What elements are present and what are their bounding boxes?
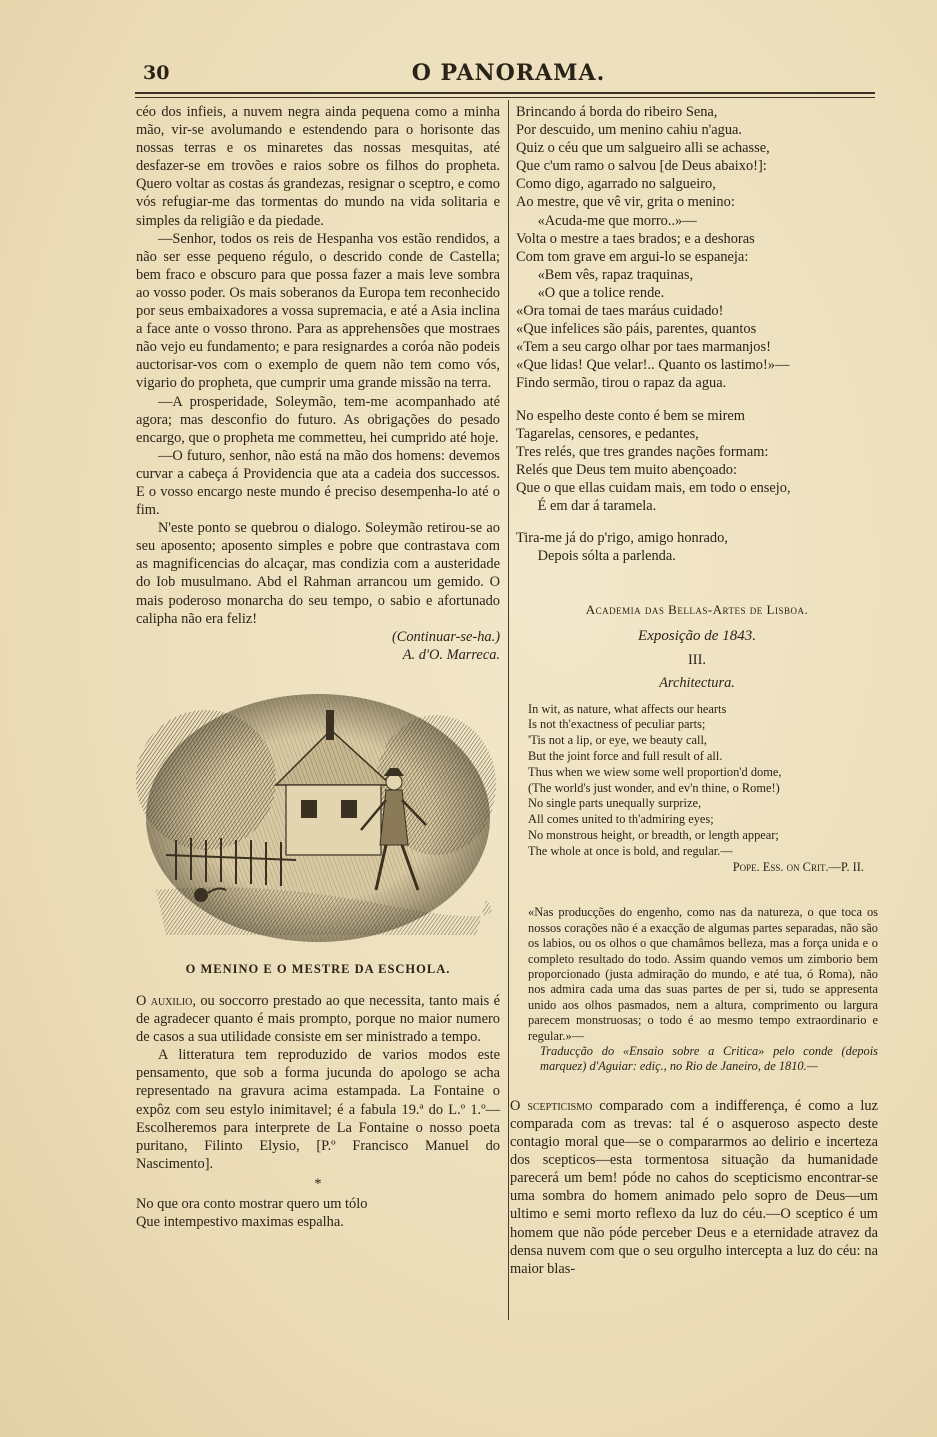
page-number: 30 [143, 62, 170, 84]
paragraph: A litteratura tem reproduzido de varios modos este pensamento, que sob a forma jucunda do apologo se acha representado na gravura acima estampada. La Fontaine o expôz com seu estylo inimitavel; é a fabula 19.ª do L.º 1.º—Escolheremos para interprete de La Fontaine o nosso poeta puritano, Filinto Elysio, [P.º Francisco Manuel do Nascimento]. [136, 1047, 500, 1172]
verse-line: No espelho deste conto é bem se mirem [516, 407, 745, 424]
epigraph-line: The whole at once is bold, and regular.— [528, 843, 733, 858]
verse-line: Tres relés, que tres grandes nações formam: [516, 443, 769, 460]
spacer [516, 875, 878, 905]
epigraph-line: No monstrous height, or breadth, or length appear; [528, 828, 779, 842]
epigraph-line: In wit, as nature, what affects our hearts [528, 701, 727, 716]
verse-line: É em dar á taramela. [516, 497, 657, 514]
epigraph [516, 702, 878, 876]
masthead-title: O PANORAMA. [411, 60, 606, 86]
verse-line: Por descuido, um menino cahiu n'agua. [516, 122, 742, 139]
verse-line: «O que a tolice rende. [516, 284, 665, 301]
illustration-caption: O MENINO E O MESTRE DA ESCHOLA. [185, 961, 451, 976]
verse-line: Como digo, agarrado no salgueiro, [516, 176, 716, 193]
spacer [516, 1075, 878, 1097]
paragraph: céo dos infieis, a nuvem negra ainda pequena como a minha mão, vir-se avolumando e estendendo para o horisonte das nossas terras e os minaretes das nossas mesquitas, até desfazer-se em trovões e raios sobre os filhos do propheta. Quero voltar as costas ás grandezas, resignar o sceptro, e como vós refugiar-me das tormentas do mundo na vida solitaria e simples da religião e da piedade. [136, 104, 500, 229]
section-heading: Academia das Bellas-Artes de Lisboa. [585, 602, 809, 618]
continuation-note: (Continuar-se-ha.) [391, 628, 500, 645]
epigraph-line: Thus when we wiew some well proportion'd dome, [528, 764, 782, 779]
exposition-heading: Exposição de 1843. [638, 628, 756, 645]
right-column [510, 103, 879, 1278]
verse-line: Depois sólta a parlenda. [516, 548, 676, 565]
epigraph-line: 'Tis not a lip, or eye, we beauty call, [528, 733, 707, 748]
verse-line: Tira-me já do p'rigo, amigo honrado, [516, 530, 728, 547]
paragraph-body: ou soccorro prestado ao que necessita, tanto mais é de agradecer quanto é mais prompto, porque no maior numero de casos a sua utilidade consiste em ser ministrado a tempo. [136, 993, 500, 1046]
paragraph [136, 992, 500, 1046]
author-signature: A. d'O. Marreca. [402, 646, 500, 663]
paragraph [510, 1097, 878, 1278]
paragraph: —O futuro, senhor, não está na mão dos homens: devemos curvar a cabeça á Providencia que ata a cadeia dos successos. E o vosso encargo neste mundo é preciso desempenha-lo até o fim. [136, 447, 500, 519]
verse-line: Brincando á borda do ribeiro Sena, [516, 104, 718, 120]
verse-line: Com tom grave em argui-lo se espaneja: [516, 248, 749, 265]
column-divider [508, 100, 509, 1320]
header-rule [135, 92, 875, 94]
verse-line: «Que lidas! Que velar!.. Quanto os lastimo!»— [516, 357, 790, 374]
verse-line: Que o que ellas cuidam mais, em todo o ensejo, [516, 479, 791, 496]
left-column [136, 103, 500, 1231]
poem-block [516, 407, 878, 516]
paragraph-body: comparado com a indifferença, é como a luz comparada com as trevas: tal é o asqueroso aspecto deste contagio moral que—se o compararmos ao delirio e incerteza dos scepticos—esta tormentosa situação da humanidade parecerá um bem! póde no cahos do scepticismo encontrar-se uma sombra do homem animado pelo sopro de Deus—um ultimo e semi morto reflexo da luz do céu.—O sceptico é um homem que não póde perceber Deus e a eternidade atravez da densa nuvem com que o seu orgulho intercepta a luz do céu: na maior blas- [510, 1097, 879, 1277]
verse-line: Quiz o céu que um salgueiro alli se achasse, [516, 140, 770, 157]
spacer [516, 565, 878, 601]
engraving-image [136, 690, 500, 950]
paragraph: —A prosperidade, Soleymão, tem-me acompanhado até agora; mas desconfio do futuro. As obrigações do pesado encargo, que o propheta me commetteu, hei cumprido até hoje. [136, 393, 500, 446]
spacer [516, 393, 878, 407]
subsection-heading: Architectura. [659, 674, 735, 691]
engraving-illustration [136, 690, 500, 950]
header-rule-thin [135, 97, 875, 98]
poem-block [516, 529, 878, 565]
epigraph-line: No single parts unequally surprize, [528, 796, 702, 811]
verse-line: Relés que Deus tem muito abençoado: [516, 461, 737, 478]
epigraph-line: All comes united to th'admiring eyes; [528, 812, 714, 827]
paragraph: N'este ponto se quebrou o dialogo. Soleymão retirou-se ao seu aposento; aposento simples e pobre que contrastava com as magnificencias do alcaçar, mas condizia com a austeridade do Iob musulmano. Abd el Rahman arrancou um gemido. O mais poderoso monarcha do seu tempo, o sabio e afortunado calipha não era feliz! [136, 520, 500, 627]
verse-line: «Bem vês, rapaz traquinas, [516, 266, 694, 283]
poem-block [516, 103, 878, 393]
verse-line: Que intempestivo maximas espalha. [136, 1214, 344, 1231]
part-numeral: III. [688, 652, 706, 669]
verse-line: Que c'um ramo o salvou [de Deus abaixo!]: [516, 158, 767, 175]
verse-line: «Tem a seu cargo olhar por taes marmanjos! [516, 339, 771, 356]
lead-words: O scepticismo [510, 1097, 593, 1114]
section-asterisk: * [314, 1175, 322, 1192]
verse-line: «Que infelices são páis, parentes, quantos [516, 321, 757, 338]
verse-line: No que ora conto mostrar quero um tólo [136, 1196, 368, 1213]
verse-line: Tagarelas, censores, e pedantes, [516, 425, 699, 442]
epigraph-line: Is not th'exactness of peculiar parts; [528, 717, 706, 732]
quote-source: Traducção do «Ensaio sobre a Critica» pelo conde (depois marquez) d'Aguiar: ediç., no Rio de Janeiro, de 1810.— [540, 1044, 878, 1074]
translation-quote: «Nas producções do engenho, como nas da natureza, o que toca os nossos corações não é a exacção de algumas partes separadas, não são os labios, ou os olhos o que chamâmos belleza, mas a força unida e o completo resultado do todo. Assim quando vemos um zimborio bem proporcionado (justa admiração do mundo, e até tua, ó Roma), não nos admira cada uma das suas partes de per si, tudo se appresenta unido aos olhos pasmados, nem a altura, comprimento ou largura parecem monstruosas; o todo é ao mesmo tempo extraordinario e regular.»— [528, 905, 878, 1043]
epigraph-line: (The world's just wonder, and ev'n thine, o Rome!) [528, 780, 780, 795]
epigraph-line: But the joint force and full result of all. [528, 749, 723, 764]
spacer [516, 515, 878, 529]
verse-line: «Acuda-me que morro..»— [516, 212, 697, 229]
verse-line: «Ora tomai de taes maráus cuidado! [516, 303, 724, 320]
verse-line: Findo sermão, tirou o rapaz da agua. [516, 375, 727, 392]
verse-line: Ao mestre, que vê vir, grita o menino: [516, 194, 735, 211]
paragraph: —Senhor, todos os reis de Hespanha vos estão rendidos, a não ser esse pequeno régulo, o descrido conde de Castella; bem fraco e obscuro para que possa fazer a mais leve sombra ao vosso poder. Os mais soberanos da Europa tem reconhecido por seus embaixadores a vossa supremacia, e até a Asia inclina a face ante o vosso throno. Para as apprehensões que mostraes não vejo eu fundamento; e para resignardes a coróa não podeis auctorisar-vos com o exemplo de quem não tem como vós, vigario do propheta, que cumprir uma grande missão na terra. [136, 230, 500, 392]
verse-line: Volta o mestre a taes brados; e a deshoras [516, 230, 755, 247]
lead-words: O auxilio, [136, 993, 196, 1009]
epigraph-source: Pope. Ess. on Crit.—P. II. [732, 859, 864, 874]
